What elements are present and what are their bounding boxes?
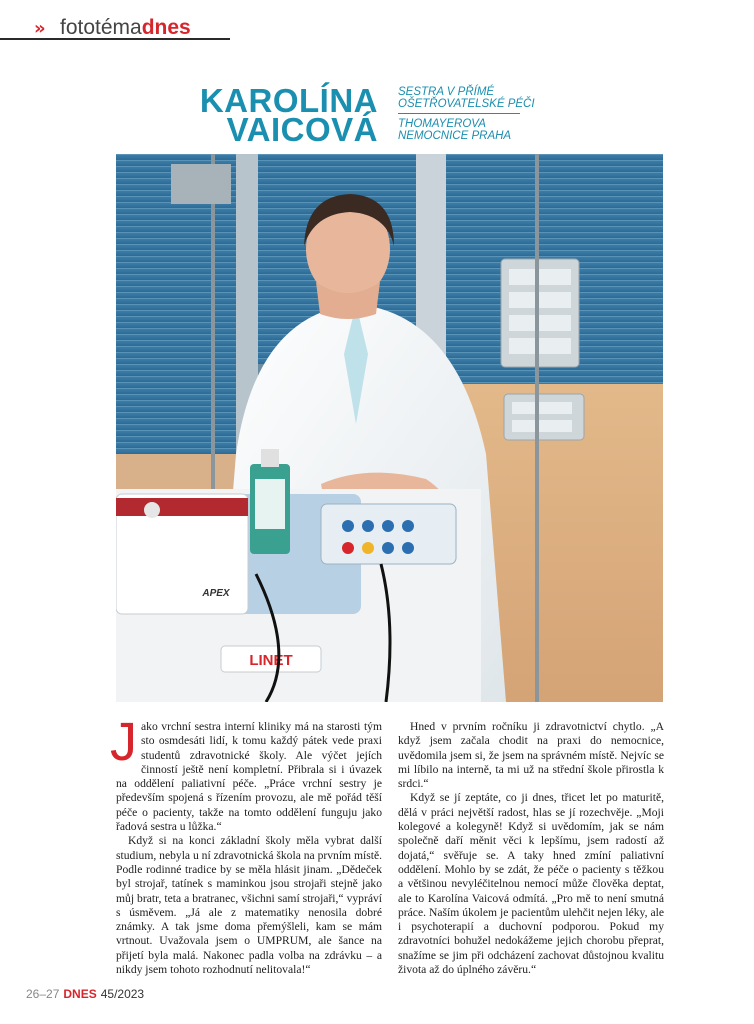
bed-brand-label: LINET bbox=[249, 652, 293, 669]
profile-name bbox=[199, 82, 378, 148]
last-name: VAICOVÁ bbox=[226, 111, 378, 148]
profile-role bbox=[398, 86, 558, 142]
article-paragraph: Hned v prvním ročníku ji zdravotnictví chytlo. „A když jsem začala chodit na praxi do nemocnice, uvědomila jsem si, že jsem na správném místě. Nejvíc se mi líbilo na interně, ta mi už na střední škole přirostla k srdci.“ bbox=[398, 720, 664, 791]
sanitizer-bottle bbox=[250, 449, 290, 554]
article-paragraph: Když si na konci základní školy měla vybrat další studium, nebyla u ní zdravotnická škola na prvním místě. Podle rodinné tradice by se měla hlásit jinam. „Dědeček byl strojař, tatínek s maminkou jsou strojaři stejně jako můj bratr, teta a bratranec, všichni samí strojaři,“ vypráví s úsměvem. „Já ale z matematiky nenosila dobré známky. A tak jsme doma přemýšleli, kam se mám vrtnout. Uvažovala jsem o UMPRUM, ale šance na přijetí byla malá. Nakonec padla volba na zdrávku – a nikdy jsem tohoto rozhodnutí nelitovala!“ bbox=[116, 834, 382, 977]
role-separator bbox=[398, 113, 520, 114]
paragraph-text: ako vrchní sestra interní kliniky má na starosti tým sto osmdesáti lidí, k tomu každý pátek vede praxi studentů zdravotnické školy. Ale výčet jejích činností ještě není kompletní. Přibrala si i úvazek na oddělení paliativní péče. „Práce vrchní sestry je především spojená s řízením provozu, ale mě pořád těší péče o pacienty, takže na tomto oddělení funguju jako řadová sestra u lůžka.“ bbox=[116, 720, 382, 834]
first-name: KAROLÍNA bbox=[199, 82, 378, 119]
device-brand-label: APEX bbox=[202, 588, 230, 599]
article-column-right bbox=[398, 720, 664, 977]
hospital-line-1: THOMAYEROVA bbox=[398, 118, 486, 130]
page-footer bbox=[26, 987, 144, 1001]
rubric-part1: fototéma bbox=[60, 16, 142, 39]
page-numbers: 26–27 bbox=[26, 987, 60, 1001]
section-rubric bbox=[60, 16, 191, 40]
footer-brand: DNES bbox=[63, 987, 97, 1001]
drop-cap: J bbox=[110, 712, 137, 772]
role-line-1: SESTRA V PŘÍMÉ bbox=[398, 86, 495, 98]
article-paragraph: Když se jí zeptáte, co ji dnes, třicet let po maturitě, dělá v práci největší radost, hlas se jí rozechvěje. „Moji kolegové a kolegyně! Když si uvědomím, jak se nám společně daří měnit věci k lepšímu, jsem radostí až dojatá,“ svěřuje se. A taky hned zmíní paliativní oddělení. Mohlo by se zdát, že péče o pacienty s těžkou a většinou nevyléčitelnou nemocí může člověka deptat, ale to Karolína Vaicová odmítá. „Pro mě to není smutná práce. Naším úkolem je pacientům ulehčit nejen léky, ale i psychoterapií a duchovní podporou. Pokud my zdravotníci bohužel nedokážeme jejich chorobu přeprat, snažíme se jim při odcházení zachovat důstojnou kvalitu života až do úplného závěru.“ bbox=[398, 791, 664, 977]
portrait-photo bbox=[116, 154, 663, 702]
apex-device bbox=[116, 494, 248, 614]
article-column-left bbox=[110, 712, 382, 977]
issue-number: 45/2023 bbox=[100, 987, 145, 1001]
hospital-line-2: NEMOCNICE PRAHA bbox=[398, 130, 512, 142]
photo-illustration bbox=[116, 154, 663, 702]
role-line-2: OŠETŘOVATELSKÉ PÉČI bbox=[398, 98, 535, 110]
article-paragraph bbox=[110, 712, 382, 834]
section-header bbox=[0, 16, 240, 42]
chevron-icon: » bbox=[34, 18, 42, 39]
rubric-part2: dnes bbox=[141, 16, 191, 39]
